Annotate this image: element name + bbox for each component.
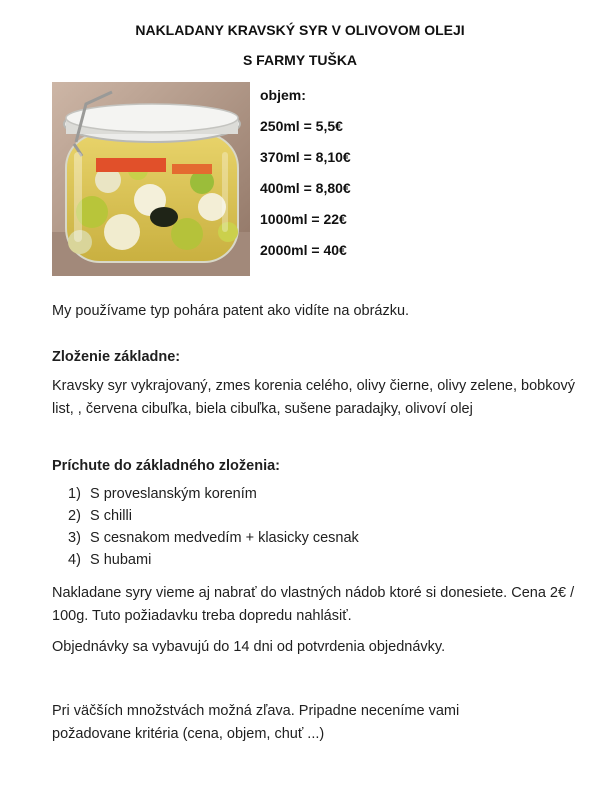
jar-photo	[52, 82, 250, 276]
volume-label: objem:	[260, 87, 306, 103]
list-text: S chilli	[90, 508, 132, 524]
discount-note: Pri väčších množstvách možná zľava. Pripadne neceníme vami požadovane kritéria (cena, objem, chuť ...)	[52, 703, 460, 742]
list-number: 1)	[68, 486, 81, 502]
price-item: 1000ml = 22€	[260, 211, 347, 227]
document-title: NAKLADANY KRAVSKÝ SYR V OLIVOVOM OLEJI	[135, 22, 465, 38]
delivery-note: Objednávky sa vybavujú do 14 dni od potvrdenia objednávky.	[52, 639, 446, 655]
volume-price-list	[260, 86, 351, 272]
own-containers-note: Nakladane syry vieme aj nabrať do vlastných nádob ktoré si donesiete. Cena 2€ / 100g. Tuto požiadavku treba dopredu nahlásiť.	[52, 585, 575, 624]
list-item	[68, 527, 359, 549]
list-item	[68, 505, 359, 527]
list-text: S proveslanským korením	[90, 486, 257, 502]
list-text: S cesnakom medvedím + klasicky cesnak	[90, 530, 359, 546]
price-item: 370ml = 8,10€	[260, 149, 351, 165]
price-item: 2000ml = 40€	[260, 242, 347, 258]
list-number: 2)	[68, 508, 81, 524]
list-number: 4)	[68, 552, 81, 568]
flavors-heading: Príchute do základného zloženia:	[52, 458, 281, 474]
intro-text: My používame typ pohára patent ako vidíte na obrázku.	[52, 303, 410, 319]
list-item	[68, 549, 359, 571]
list-number: 3)	[68, 530, 81, 546]
flavor-list	[68, 483, 359, 571]
list-item	[68, 483, 359, 505]
price-item: 250ml = 5,5€	[260, 118, 343, 134]
composition-text: Kravsky syr vykrajovaný, zmes korenia celého, olivy čierne, olivy zelene, bobkový list, , červena cibuľka, biela cibuľka, sušene paradajky, olivoví olej	[52, 378, 576, 417]
price-item: 400ml = 8,80€	[260, 180, 351, 196]
list-text: S hubami	[90, 552, 152, 568]
document-subtitle: S FARMY TUŠKA	[242, 52, 358, 68]
composition-heading: Zloženie základne:	[52, 349, 181, 365]
